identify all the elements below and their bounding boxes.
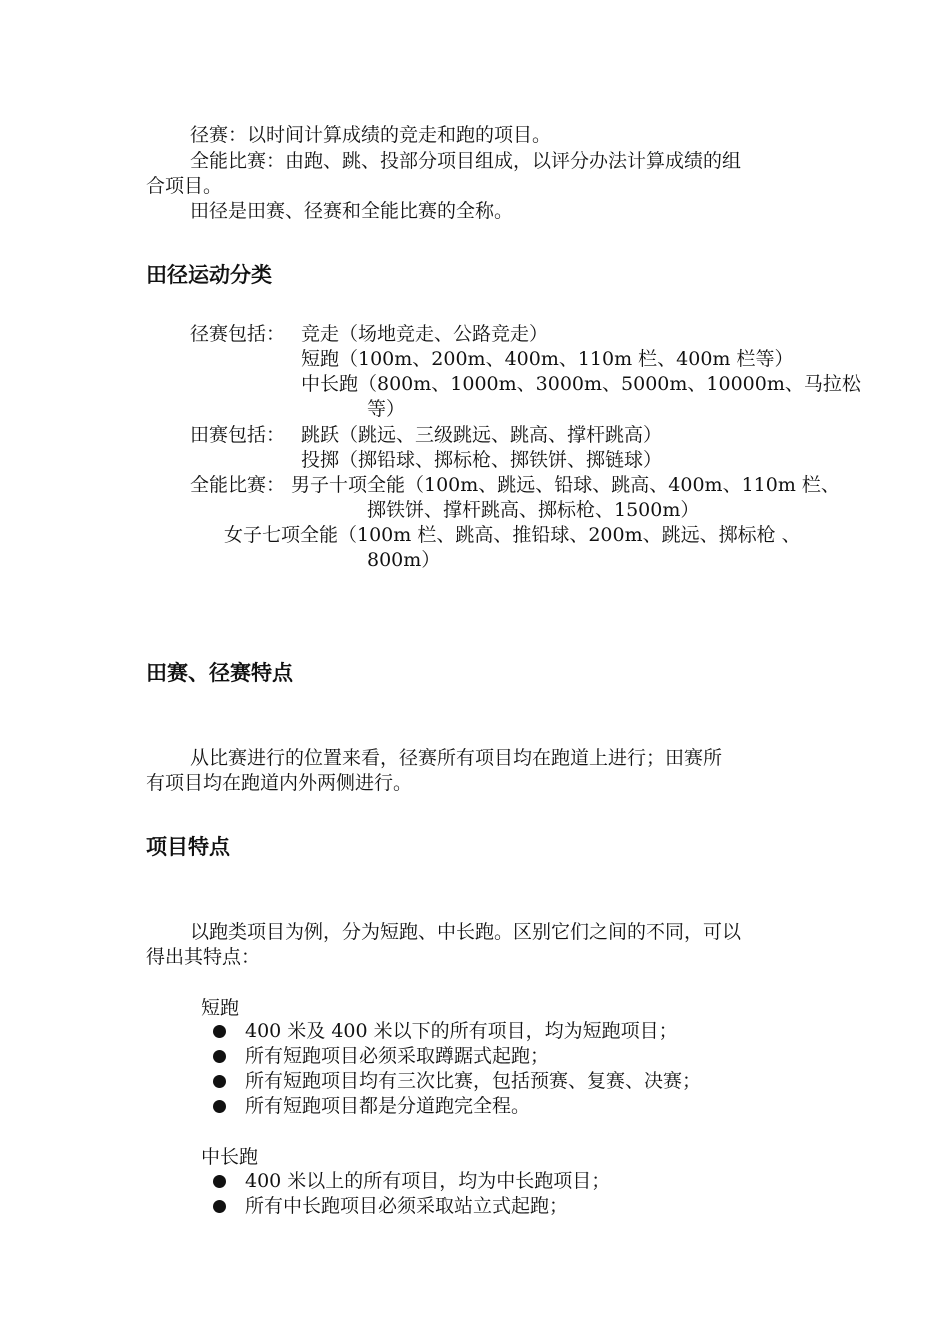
bullet-icon bbox=[213, 1175, 226, 1188]
intro-line-athletics-def: 田径是田赛、径赛和全能比赛的全称。 bbox=[190, 200, 514, 222]
bullet-icon bbox=[213, 1100, 226, 1113]
sprint-subtitle: 短跑 bbox=[201, 997, 240, 1019]
list-item: 400 米以上的所有项目，均为中长跑项目； bbox=[245, 1170, 611, 1192]
field-throw: 投掷（掷铅球、掷标枪、掷铁饼、掷链球） bbox=[301, 449, 663, 471]
bullet-icon bbox=[213, 1050, 226, 1063]
features-paragraph-cont: 有项目均在跑道内外两侧进行。 bbox=[146, 772, 413, 794]
bullet-icon bbox=[213, 1075, 226, 1088]
combined-women: 女子七项全能（100m 栏、跳高、推铅球、200m、跳远、掷标枪 、 bbox=[224, 524, 801, 546]
combined-label: 全能比赛： bbox=[190, 474, 286, 496]
combined-women-cont: 800m） bbox=[367, 549, 441, 571]
list-item: 所有中长跑项目必须采取站立式起跑； bbox=[245, 1195, 569, 1217]
heading-event-features: 项目特点 bbox=[146, 835, 230, 859]
bullet-icon bbox=[213, 1200, 226, 1213]
intro-line-combined-def-cont: 合项目。 bbox=[146, 175, 223, 197]
heading-field-track-features: 田赛、径赛特点 bbox=[146, 661, 293, 685]
track-middle-long-cont: 等） bbox=[367, 398, 406, 420]
heading-classification: 田径运动分类 bbox=[146, 263, 272, 287]
features-paragraph: 从比赛进行的位置来看，径赛所有项目均在跑道上进行；田赛所 bbox=[190, 747, 723, 769]
bullet-icon bbox=[213, 1025, 226, 1038]
list-item: 所有短跑项目都是分道跑完全程。 bbox=[245, 1095, 531, 1117]
list-item: 所有短跑项目必须采取蹲踞式起跑； bbox=[245, 1045, 550, 1067]
middle-long-subtitle: 中长跑 bbox=[201, 1146, 259, 1168]
track-middle-long: 中长跑（800m、1000m、3000m、5000m、10000m、马拉松 bbox=[301, 373, 861, 395]
track-sprint: 短跑（100m、200m、400m、110m 栏、400m 栏等） bbox=[301, 348, 794, 370]
event-features-paragraph-cont: 得出其特点： bbox=[146, 946, 261, 968]
list-item: 400 米及 400 米以下的所有项目，均为短跑项目； bbox=[245, 1020, 678, 1042]
track-label: 径赛包括： bbox=[190, 323, 286, 345]
intro-line-track-def: 径赛：以时间计算成绩的竞走和跑的项目。 bbox=[190, 124, 552, 146]
combined-men: 男子十项全能（100m、跳远、铅球、跳高、400m、110m 栏、 bbox=[291, 474, 840, 496]
track-walk: 竞走（场地竞走、公路竞走） bbox=[301, 323, 549, 345]
intro-line-combined-def: 全能比赛：由跑、跳、投部分项目组成，以评分办法计算成绩的组 bbox=[190, 150, 742, 172]
field-jump: 跳跃（跳远、三级跳远、跳高、撑杆跳高） bbox=[301, 424, 663, 446]
list-item: 所有短跑项目均有三次比赛，包括预赛、复赛、决赛； bbox=[245, 1070, 702, 1092]
combined-men-cont: 掷铁饼、撑杆跳高、掷标枪、1500m） bbox=[367, 499, 700, 521]
event-features-paragraph: 以跑类项目为例，分为短跑、中长跑。区别它们之间的不同，可以 bbox=[190, 921, 742, 943]
field-label: 田赛包括： bbox=[190, 424, 286, 446]
